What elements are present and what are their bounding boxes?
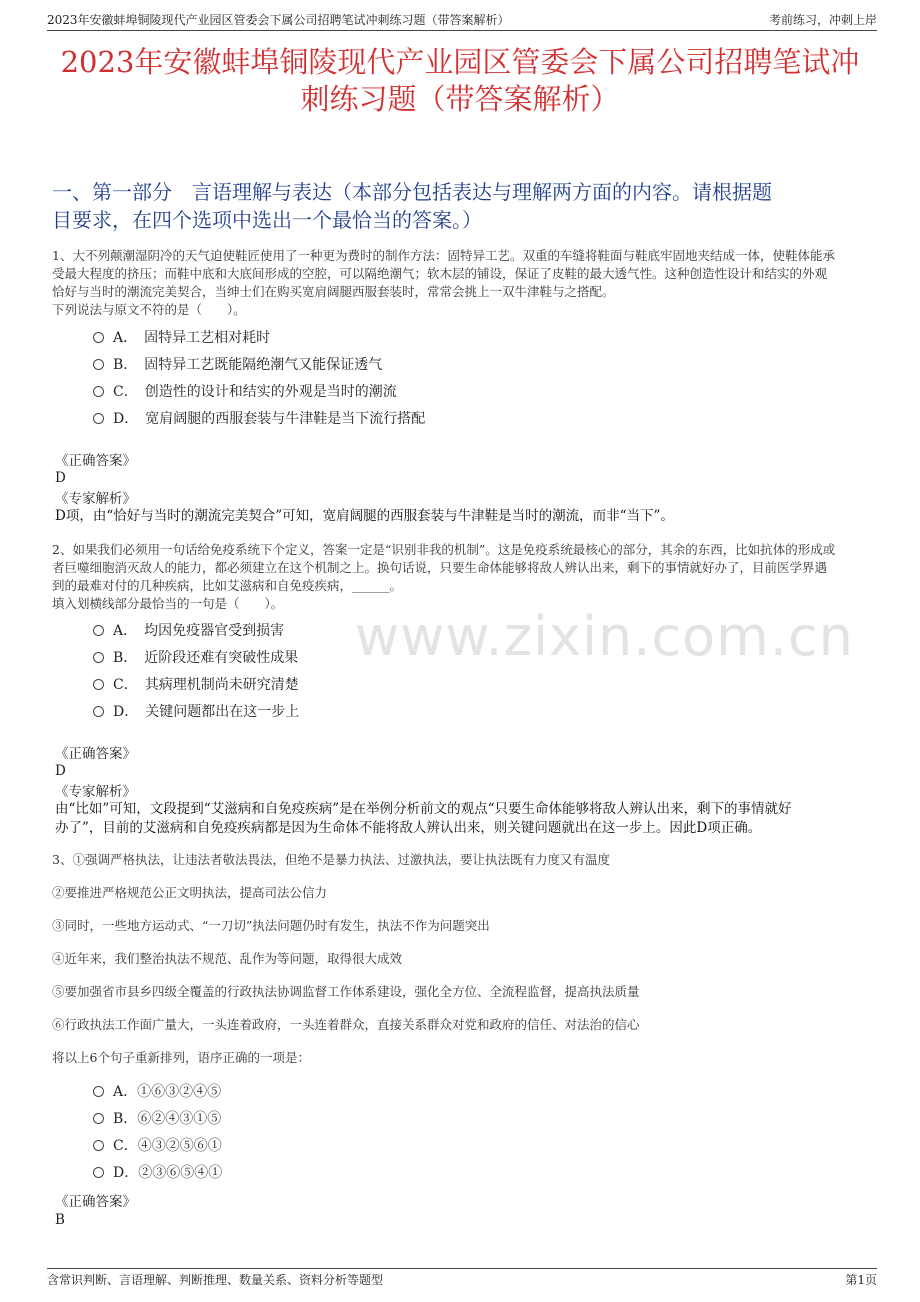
q2-option-a[interactable]	[93, 621, 284, 641]
header-doc-title: 2023年安徽蚌埠铜陵现代产业园区管委会下属公司招聘笔试冲刺练习题（带答案解析）	[47, 13, 510, 27]
page-title-line2: 刺练习题（带答案解析）	[300, 82, 620, 116]
q2-answer: D	[55, 763, 66, 779]
section-heading-line1: 一、第一部分 言语理解与表达（本部分包括表达与理解两方面的内容。请根据题	[52, 180, 772, 204]
stem-line: 1、大不列颠潮湿阴冷的天气迫使鞋匠使用了一种更为费时的制作方法：固特异工艺。双重的车缝将鞋面与鞋底牢固地夹结成一体，使鞋体能承	[52, 248, 835, 263]
watermark: www.zixin.com.cn	[355, 605, 854, 668]
q2-option-c[interactable]	[93, 675, 299, 695]
radio-icon[interactable]	[93, 1167, 104, 1178]
radio-icon[interactable]	[93, 332, 104, 343]
section-heading-line2: 目要求，在四个选项中选出一个最恰当的答案。）	[52, 208, 482, 232]
radio-icon[interactable]	[93, 359, 104, 370]
question-2-stem	[52, 541, 870, 613]
stem-line: 下列说法与原文不符的是（ ）。	[52, 302, 246, 317]
option-label: D． 宽肩阔腿的西服套装与牛津鞋是当下流行搭配	[113, 411, 426, 427]
option-label: C． 其病理机制尚未研究清楚	[113, 677, 299, 693]
radio-icon[interactable]	[93, 625, 104, 636]
option-label: C．④③②⑤⑥①	[113, 1138, 222, 1154]
stem-line: 填入划横线部分最恰当的一句是（ ）。	[52, 596, 284, 611]
option-label: B．⑥②④③①⑤	[113, 1111, 222, 1127]
q3-option-d[interactable]	[93, 1163, 222, 1183]
option-label: D． 关键问题都出在这一步上	[113, 704, 300, 720]
q3-option-c[interactable]	[93, 1136, 222, 1156]
explain-line: D项，由“恰好与当时的潮流完美契合”可知，宽肩阔腿的西服套装与牛津鞋是当时的潮流，而非“当下”。	[55, 508, 674, 524]
explain-line: 办了”，目前的艾滋病和自免疫疾病都是因为生命体不能将敌人辨认出来，则关键问题就出在这一步上。因此D项正确。	[55, 820, 762, 836]
q3-line-2: ②要推进严格规范公正文明执法，提高司法公信力	[52, 885, 328, 900]
q1-answer-label: 《正确答案》	[55, 453, 136, 469]
stem-line: 恰好与当时的潮流完美契合，当绅士们在购买宽肩阔腿西服套装时，常常会挑上一双牛津鞋与之搭配。	[52, 284, 615, 299]
option-label: A．①⑥③②④⑤	[113, 1084, 222, 1100]
option-label: A． 固特异工艺相对耗时	[113, 330, 271, 346]
q1-answer: D	[55, 470, 66, 486]
q3-prompt: 将以上6个句子重新排列，语序正确的一项是：	[52, 1050, 310, 1065]
q1-option-b[interactable]	[93, 355, 382, 375]
q1-option-c[interactable]	[93, 382, 397, 402]
q2-option-d[interactable]	[93, 702, 299, 722]
radio-icon[interactable]	[93, 386, 104, 397]
page-header	[47, 10, 877, 31]
option-label: A． 均因免疫器官受到损害	[113, 623, 285, 639]
stem-line: 受最大程度的挤压；而鞋中底和大底间形成的空腔，可以隔绝潮气；软木层的铺设，保证了皮鞋的最大透气性。这种创造性设计和结实的外观	[52, 266, 828, 281]
header-slogan: 考前练习，冲刺上岸	[768, 13, 877, 27]
footer-note: 含常识判断、言语理解、判断推理、数量关系、资料分析等题型	[47, 1273, 384, 1287]
page-number: 第1页	[845, 1273, 877, 1287]
radio-icon[interactable]	[93, 1140, 104, 1151]
q2-explanation	[55, 800, 875, 838]
stem-line: 到的最难对付的几种疾病，比如艾滋病和自免疫疾病，______。	[52, 578, 403, 593]
q3-option-a[interactable]	[93, 1082, 221, 1102]
q1-option-d[interactable]	[93, 409, 425, 429]
q3-line-6: ⑥行政执法工作面广量大，一头连着政府，一头连着群众，直接关系群众对党和政府的信任、对法治的信心	[52, 1017, 640, 1032]
option-label: C． 创造性的设计和结实的外观是当时的潮流	[113, 384, 397, 400]
q2-answer-label: 《正确答案》	[55, 746, 136, 762]
q3-line-5: ⑤要加强省市县乡四级全覆盖的行政执法协调监督工作体系建设，强化全方位、全流程监督，提高执法质量	[52, 984, 640, 999]
stem-line: 2、如果我们必须用一句话给免疫系统下个定义，答案一定是“识别非我的机制”。这是免疫系统最核心的部分，其余的东西，比如抗体的形成或	[52, 542, 836, 557]
option-label: B． 固特异工艺既能隔绝潮气又能保证透气	[113, 357, 383, 373]
radio-icon[interactable]	[93, 706, 104, 717]
radio-icon[interactable]	[93, 652, 104, 663]
q3-line-4: ④近年来，我们整治执法不规范、乱作为等问题，取得很大成效	[52, 951, 403, 966]
q3-line-1: 3、①强调严格执法，让违法者敬法畏法，但绝不是暴力执法、过激执法，要让执法既有力度又有温度	[52, 852, 610, 867]
stem-line: 者巨噬细胞消灭敌人的能力，都必须建立在这个机制之上。换句话说，只要生命体能够将敌人辨认出来，剩下的事情就好办了，目前医学界遇	[52, 560, 828, 575]
q2-explain-label: 《专家解析》	[55, 784, 136, 800]
question-1-stem	[52, 247, 870, 319]
q1-option-a[interactable]	[93, 328, 270, 348]
option-label: B． 近阶段还难有突破性成果	[113, 650, 299, 666]
page-title	[40, 44, 880, 118]
q1-explain-label: 《专家解析》	[55, 491, 136, 507]
option-label: D．②③⑥⑤④①	[113, 1165, 223, 1181]
page-footer	[47, 1268, 877, 1289]
radio-icon[interactable]	[93, 1113, 104, 1124]
section-heading	[52, 178, 870, 234]
page-title-line1: 2023年安徽蚌埠铜陵现代产业园区管委会下属公司招聘笔试冲	[60, 45, 860, 79]
q3-option-b[interactable]	[93, 1109, 221, 1129]
radio-icon[interactable]	[93, 413, 104, 424]
radio-icon[interactable]	[93, 1086, 104, 1097]
q1-explanation	[55, 507, 875, 526]
q2-option-b[interactable]	[93, 648, 298, 668]
q3-answer-label: 《正确答案》	[55, 1194, 136, 1210]
q3-line-3: ③同时，一些地方运动式、“一刀切”执法问题仍时有发生，执法不作为问题突出	[52, 918, 490, 933]
q3-answer: B	[55, 1212, 65, 1228]
radio-icon[interactable]	[93, 679, 104, 690]
explain-line: 由“比如”可知，文段提到“艾滋病和自免疫疾病”是在举例分析前文的观点“只要生命体能够将敌人辨认出来，剩下的事情就好	[55, 801, 792, 817]
